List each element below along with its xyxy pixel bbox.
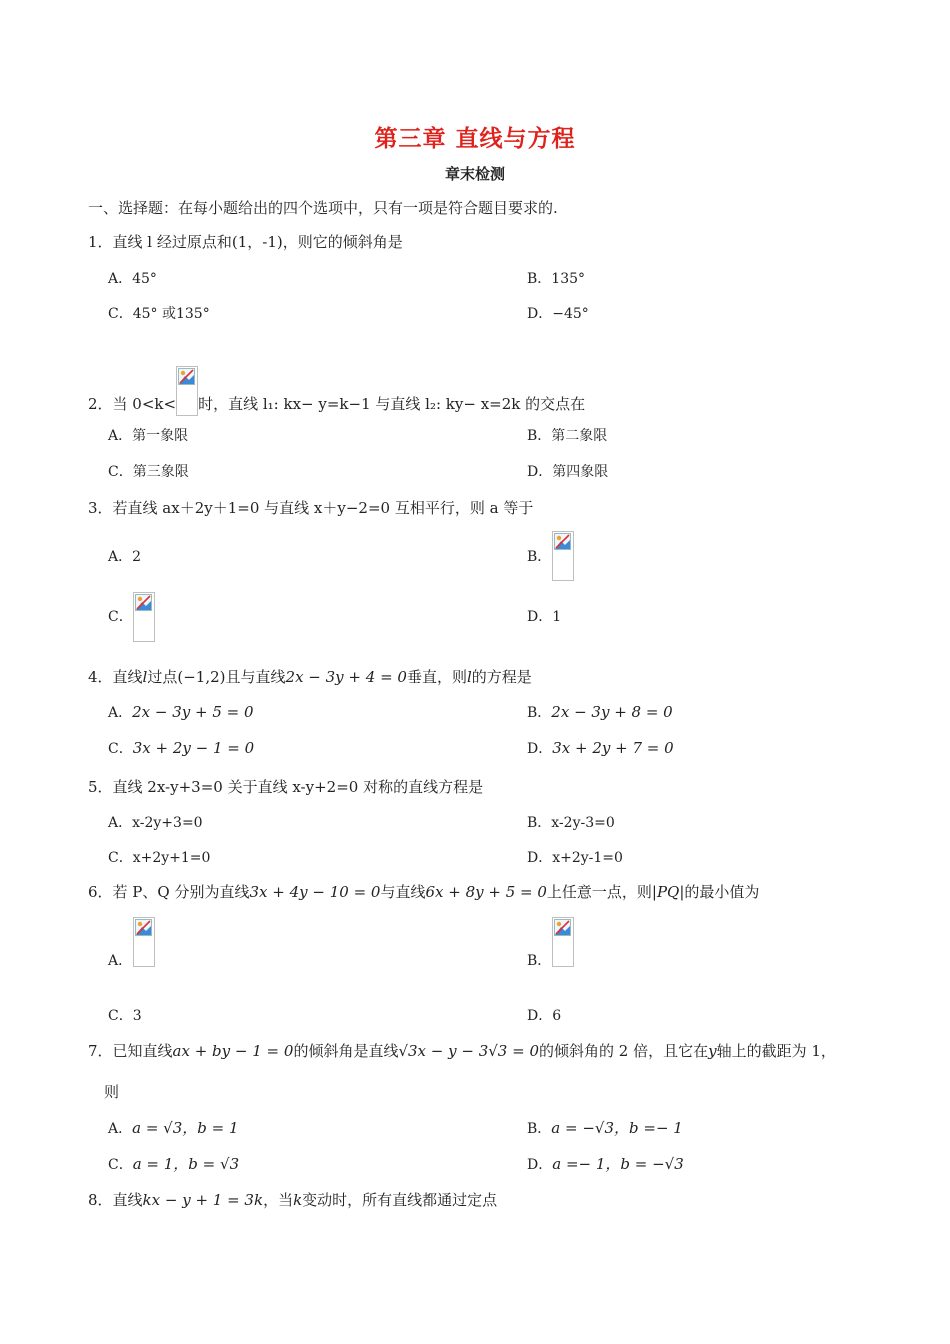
q7-option-d bbox=[527, 1154, 684, 1175]
q3-option-a: A．2 bbox=[108, 549, 142, 565]
q7-label-a: A． bbox=[108, 1121, 133, 1137]
q8-stem-a: 8．直线 bbox=[88, 1191, 143, 1209]
q4-var-l: l bbox=[466, 668, 472, 686]
q4-label-d: D． bbox=[527, 741, 553, 757]
q6-option-a: A． bbox=[108, 953, 133, 969]
q4-eq-b: 2x − 3y + 8 = 0 bbox=[551, 703, 673, 721]
q3-option-b: B． bbox=[527, 549, 552, 565]
q7-eq-d: a =− 1，b = −√3 bbox=[552, 1155, 684, 1173]
q2-option-c: C．第三象限 bbox=[108, 464, 189, 480]
q7-option-b bbox=[527, 1118, 683, 1139]
q4-eq-a: 2x − 3y + 5 = 0 bbox=[132, 703, 254, 721]
q3-option-c: C． bbox=[108, 609, 133, 625]
q4-line-eq: 2x − 3y + 4 = 0 bbox=[285, 668, 407, 686]
question-4-stem bbox=[88, 667, 532, 687]
q7-eq1: ax + by − 1 = 0 bbox=[172, 1042, 294, 1060]
question-8-stem bbox=[88, 1190, 497, 1210]
q8-kvar: k bbox=[293, 1191, 303, 1209]
q1-option-d: D．−45° bbox=[527, 306, 589, 322]
q4-stem-a: 4．直线 bbox=[88, 668, 143, 686]
question-3-stem: 3．若直线 ax＋2y＋1=0 与直线 x＋y−2=0 互相平行，则 a 等于 bbox=[88, 499, 534, 517]
q4-stem-e: 的方程是 bbox=[471, 668, 532, 686]
q6-option-b: B． bbox=[527, 953, 552, 969]
q4-stem-c: 且与直线 bbox=[225, 668, 286, 686]
q7-label-c: C． bbox=[108, 1157, 133, 1173]
q6-option-c: C．3 bbox=[108, 1008, 142, 1024]
q6-eq2: 6x + 8y + 5 = 0 bbox=[425, 883, 547, 901]
section-heading: 一、选择题：在每小题给出的四个选项中，只有一项是符合题目要求的. bbox=[88, 199, 558, 217]
q7-label-b: B． bbox=[527, 1121, 552, 1137]
q7-eq2: √3x − y − 3√3 = 0 bbox=[398, 1042, 539, 1060]
question-2-stem bbox=[88, 366, 585, 414]
q6-stem-a: 6．若 P、Q 分别为直线 bbox=[88, 883, 250, 901]
q4-option-a bbox=[108, 702, 254, 723]
chapter-subtitle: 章末检测 bbox=[444, 165, 505, 183]
q4-option-d bbox=[527, 738, 674, 759]
question-7-stem bbox=[88, 1041, 836, 1061]
q4-label-b: B． bbox=[527, 705, 552, 721]
q2-stem-post: 时，直线 l₁: kx− y=k−1 与直线 l₂: ky− x=2k 的交点在 bbox=[198, 395, 586, 413]
q7-option-c bbox=[108, 1154, 239, 1175]
q4-option-c bbox=[108, 738, 254, 759]
q7-eq-a: a = √3，b = 1 bbox=[132, 1119, 239, 1137]
q1-option-c: C．45° 或135° bbox=[108, 306, 210, 322]
q7-stem-b: 的倾斜角是直线 bbox=[293, 1042, 399, 1060]
q1-option-b: B．135° bbox=[527, 271, 586, 287]
broken-image-icon bbox=[176, 366, 198, 416]
q4-option-b bbox=[527, 702, 673, 723]
broken-image-icon bbox=[133, 917, 155, 967]
q1-option-a: A．45° bbox=[108, 271, 157, 287]
q2-stem-pre: 2．当 0<k< bbox=[88, 395, 177, 413]
q4-var-l: l bbox=[142, 668, 148, 686]
q3-option-d: D．1 bbox=[527, 609, 562, 625]
broken-image-icon bbox=[133, 592, 155, 642]
q8-stem-b: ，当 bbox=[263, 1191, 294, 1209]
q7-stem-a: 7．已知直线 bbox=[88, 1042, 173, 1060]
q7-stem-c: 的倾斜角的 2 倍，且它在 bbox=[539, 1042, 709, 1060]
q5-option-d: D．x+2y-1=0 bbox=[527, 850, 623, 866]
q7-option-a bbox=[108, 1118, 239, 1139]
q6-stem-b: 与直线 bbox=[380, 883, 426, 901]
question-5-stem: 5．直线 2x-y+3=0 关于直线 x-y+2=0 对称的直线方程是 bbox=[88, 778, 484, 796]
q4-point: (−1,2) bbox=[177, 668, 226, 686]
q7-stem-d: 轴上的截距为 1， bbox=[716, 1042, 836, 1060]
q7-yvar: y bbox=[708, 1042, 717, 1060]
q2-option-a: A．第一象限 bbox=[108, 428, 189, 444]
q4-label-c: C． bbox=[108, 741, 133, 757]
q5-option-c: C．x+2y+1=0 bbox=[108, 850, 211, 866]
q7-eq-b: a = −√3，b =− 1 bbox=[551, 1119, 683, 1137]
q7-label-d: D． bbox=[527, 1157, 553, 1173]
q2-option-d: D．第四象限 bbox=[527, 464, 609, 480]
q4-eq-d: 3x + 2y + 7 = 0 bbox=[552, 739, 674, 757]
broken-image-icon bbox=[552, 917, 574, 967]
q2-option-b: B．第二象限 bbox=[527, 428, 608, 444]
question-6-stem bbox=[88, 882, 759, 902]
q6-option-d: D．6 bbox=[527, 1008, 562, 1024]
q8-eq1: kx − y + 1 = 3k bbox=[142, 1191, 264, 1209]
broken-image-icon bbox=[552, 531, 574, 581]
q5-option-a: A．x-2y+3=0 bbox=[108, 815, 203, 831]
q7-eq-c: a = 1，b = √3 bbox=[132, 1155, 240, 1173]
q4-stem-b: 过点 bbox=[147, 668, 178, 686]
q8-stem-c: 变动时，所有直线都通过定点 bbox=[302, 1191, 498, 1209]
q4-label-a: A． bbox=[108, 705, 133, 721]
q4-stem-d: 垂直，则 bbox=[406, 668, 467, 686]
q6-eq1: 3x + 4y − 10 = 0 bbox=[249, 883, 381, 901]
q5-option-b: B．x-2y-3=0 bbox=[527, 815, 615, 831]
q4-eq-c: 3x + 2y − 1 = 0 bbox=[132, 739, 255, 757]
question-7-stem-cont: 则 bbox=[104, 1083, 120, 1101]
q6-stem-c: 上任意一点，则 bbox=[546, 883, 652, 901]
q6-stem-d: 的最小值为 bbox=[684, 883, 760, 901]
chapter-title: 第三章 直线与方程 bbox=[374, 126, 576, 152]
q6-pq: |PQ| bbox=[651, 883, 685, 901]
question-1-stem: 1．直线 l 经过原点和(1，-1)，则它的倾斜角是 bbox=[88, 233, 403, 251]
